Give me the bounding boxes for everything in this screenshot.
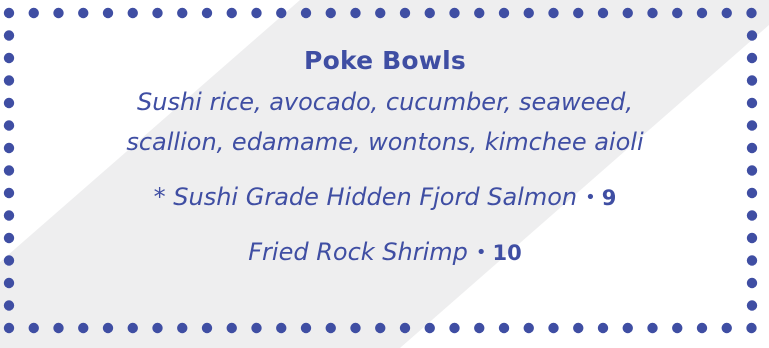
menu-title: Poke Bowls	[304, 46, 466, 75]
border-dot	[4, 75, 14, 85]
border-dot	[747, 300, 757, 310]
border-dot	[53, 8, 63, 18]
border-dot	[29, 323, 39, 333]
border-dot	[177, 8, 187, 18]
border-dot	[4, 30, 14, 40]
item-name: * Sushi Grade Hidden Fjord Salmon	[153, 183, 578, 211]
description-line-2: scallion, edamame, wontons, kimchee aioli	[126, 128, 644, 156]
border-dot	[647, 323, 657, 333]
border-dot	[276, 323, 286, 333]
border-dot	[747, 165, 757, 175]
border-dot	[128, 8, 138, 18]
border-dot	[499, 8, 509, 18]
border-dot	[4, 233, 14, 243]
border-dot	[4, 98, 14, 108]
border-dot	[350, 8, 360, 18]
border-dot	[4, 278, 14, 288]
menu-item-shrimp	[40, 235, 730, 270]
border-dot	[53, 323, 63, 333]
border-dot	[747, 143, 757, 153]
border-dot	[29, 8, 39, 18]
border-dot	[276, 8, 286, 18]
menu-item-salmon	[40, 180, 730, 215]
border-dot	[474, 323, 484, 333]
border-dot	[4, 8, 14, 18]
border-dot	[326, 8, 336, 18]
border-dot	[747, 255, 757, 265]
border-dot	[4, 255, 14, 265]
item-price: 9	[601, 186, 617, 210]
border-dot	[4, 165, 14, 175]
border-dot	[746, 8, 756, 18]
border-dot	[4, 188, 14, 198]
border-dot	[722, 8, 732, 18]
border-dot	[425, 8, 435, 18]
border-dot	[573, 323, 583, 333]
border-dot	[697, 323, 707, 333]
border-dot	[301, 323, 311, 333]
menu-description	[40, 82, 730, 162]
border-dot	[499, 323, 509, 333]
border-dot	[326, 323, 336, 333]
border-dot	[4, 323, 14, 333]
border-dot	[747, 98, 757, 108]
border-dot	[697, 8, 707, 18]
border-dot	[152, 8, 162, 18]
border-dot	[350, 323, 360, 333]
border-dot	[227, 8, 237, 18]
border-dot	[747, 210, 757, 220]
description-line-1: Sushi rice, avocado, cucumber, seaweed,	[137, 88, 633, 116]
border-dot	[4, 143, 14, 153]
border-dot	[301, 8, 311, 18]
border-dot	[524, 8, 534, 18]
border-dot	[672, 8, 682, 18]
border-dot	[449, 323, 459, 333]
border-dot	[747, 30, 757, 40]
border-dot	[375, 323, 385, 333]
border-dot	[747, 188, 757, 198]
menu-content	[40, 44, 730, 270]
border-dot	[722, 323, 732, 333]
border-dot	[400, 8, 410, 18]
border-dot	[747, 233, 757, 243]
bullet-separator: •	[475, 242, 487, 263]
border-dot	[4, 53, 14, 63]
border-dot	[4, 300, 14, 310]
border-dot	[375, 8, 385, 18]
border-dot	[4, 210, 14, 220]
border-dot	[78, 323, 88, 333]
border-dot	[623, 323, 633, 333]
border-dot	[251, 8, 261, 18]
border-dot	[103, 323, 113, 333]
border-dot	[647, 8, 657, 18]
border-dot	[251, 323, 261, 333]
border-dot	[623, 8, 633, 18]
item-name: Fried Rock Shrimp	[248, 238, 468, 266]
border-dot	[449, 8, 459, 18]
border-dot	[227, 323, 237, 333]
bullet-separator: •	[585, 187, 596, 208]
border-dot	[128, 323, 138, 333]
item-price: 10	[492, 241, 522, 265]
border-dot	[103, 8, 113, 18]
border-dot	[746, 323, 756, 333]
border-dot	[747, 120, 757, 130]
border-dot	[747, 278, 757, 288]
border-dot	[548, 323, 558, 333]
border-dot	[747, 53, 757, 63]
border-dot	[598, 323, 608, 333]
border-dot	[152, 323, 162, 333]
border-dot	[202, 8, 212, 18]
border-dot	[672, 323, 682, 333]
border-dot	[573, 8, 583, 18]
border-dot	[425, 323, 435, 333]
border-dot	[598, 8, 608, 18]
border-dot	[524, 323, 534, 333]
border-dot	[474, 8, 484, 18]
border-dot	[177, 323, 187, 333]
border-dot	[548, 8, 558, 18]
border-dot	[78, 8, 88, 18]
border-dot	[400, 323, 410, 333]
border-dot	[747, 75, 757, 85]
border-dot	[202, 323, 212, 333]
border-dot	[4, 120, 14, 130]
